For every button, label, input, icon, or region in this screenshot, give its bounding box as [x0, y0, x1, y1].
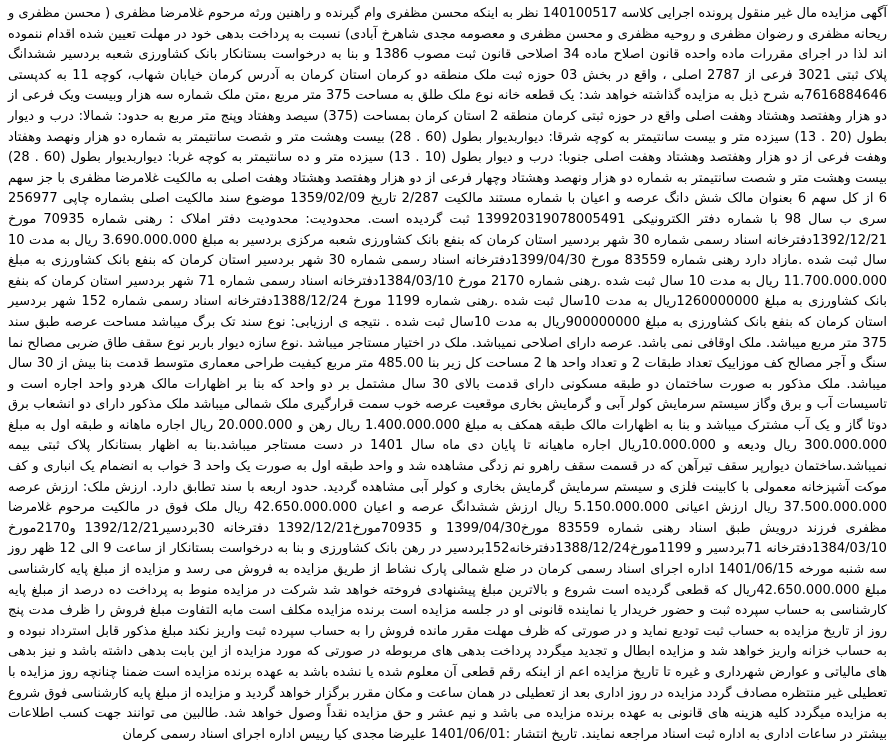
auction-notice-text: آگهی مزایده مال غیر منقول پرونده اجرایی کلاسه 140100517 نظر به اینکه محسن مظفری وام گیرنده و راهنین ورثه مرحوم غلامرضا مظفری ( محسن مظفری و ریحانه مظفری و رضوان مظفری و روحیه مظفری و محسن مظفری و معصومه مجدی شاهرخ آبادی) نسبت به پرداخت بدهی خود در مهلت تعیین شده اقدام ننموده اند لذا در اجرای مقررات ماده واحده قانون اصلاح ماده 34 اصلاحی قانون ثبت مصوب 1386 و بنا به درخواست بستانکار بانک کشاورزی شعبه بردسیر ششدانگ پلاک ثبتی 3021 فرعی از 2787 اصلی ، واقع در بخش 03 حوزه ثبت ملک منطقه دو کرمان استان کرمان به آدرس کرمان خیابان شهاب، کوچه 11 به کدپستی 7616884646به شرح ذیل به مزایده گذاشته خواهد شد: یک قطعه خانه نوع ملک طلق به مساحت 375 متر مربع ،متن ملک شماره سه هزار وبیست ویک فرعی از دو هزار وهفتصد وهشتاد وهفت اصلی واقع در حوزه ثبتی کرمان منطقه 2 استان کرمان بمساحت (375) سیصد وهفتاد وپنج متر مربع به حدود: شمالا: درب و دیوار بطول (20 . 13) سیزده متر و بیست سانتیمتر به کوچه شرقا: دیواربدیوار بطول (60 . 28) بیست وهشت متر و شصت سانتیمتر به شماره دو هزار ونهصد وهفتاد وهفت فرعی از دو هزار وهفتصد وهشتاد وهفت اصلی جنوبا: درب و دیوار بطول (10 . 13) سیزده متر و ده سانتیمتر به کوچه غربا: دیواربدیوار بطول (60 . 28) بیست وهشت متر و شصت سانتیمتر به شماره دو هزار ونهصد وهشتاد وچهار فرعی از دو هزار وهفتصد وهشتاد وهفت اصلی به مالکیت غلامرضا مظفری با جز سهم 6 از کل سهم 6 بعنوان مالک شش دانگ عرصه و اعیان با شماره مستند مالکیت 2/287 تاریخ 1359/02/09 موضوع سند مالکیت اصلی بشماره چاپی 256977 سری ب سال 98 با شماره دفتر الکترونیکی 139920319078005491 ثبت گردیده است. محدودیت: محدودیت دفتر املاک : رهنی شماره 70935 مورخ 1392/12/21دفترخانه اسناد رسمی شماره 30 شهر بردسیر استان کرمان که بنفع بانک کشاورزی شعبه مرکزی بردسیر به مبلغ 3.690.000.000 ریال به مدت 10 سال ثبت شده .مازاد دارد رهنی شماره 83559 مورخ 1399/04/30دفترخانه اسناد رسمی شماره 30 شهر بردسیر استان کرمان که بنفع بانک کشاورزی به مبلغ 11.700.000.000 ریال به مدت 10 سال ثبت شده .رهنی شماره 2170 مورخ 1384/03/10دفترخانه اسناد رسمی شماره 71 شهر بردسیر استان کرمان که بنفع بانک کشاورزی به مبلغ 1260000000ریال به مدت 10سال ثبت شده .رهنی شماره 1199 مورخ 1388/12/24دفترخانه اسناد رسمی شماره 152 شهر بردسیر استان کرمان که بنفع بانک کشاورزی به مبلغ 900000000ریال به مدت 10سال ثبت شده . نتیجه ی ارزیابی: نوع سند تک برگ میباشد مساحت عرصه طبق سند 375 متر مربع میباشد. ملک اوقافی نمی باشد. عرصه دارای اصلاحی نمیباشد. ملک در اختیار مستاجر میباشد .نوع سازه دیوار باربر نوع سقف طاق ضربی مصالح نما سنگ و آجر مصالح کف موزاییک تعداد طبقات 2 و تعداد واحد ها 2 مساحت کل زیر بنا 485.00 متر مربع کیفیت طراحی معماری متوسط قدمت بنا بیش از 30 سال میباشد. ملک مذکور به صورت ساختمان دو طبقه مسکونی دارای قدمت بالای 30 سال مشتمل بر دو واحد که بنا بر اظهارات مالک هردو واحد اجاره است و تاسیسات آب و برق وگاز سیستم سرمایش کولر آبی و گرمایش بخاری موقعیت عرصه خوب سمت قرارگیری ملک شمالی میباشد ملک مذکور دارای دو انشعاب برق دوتا گاز و یک آب مشترک میباشد و بنا به اظهارات مالک طبقه همکف به مبلغ 1.400.000.000 ریال رهن و 20.000.000 ریال اجاره ماهانه و طبقه اول به مبلغ 300.000.000 ریال ودیعه و 10.000.000ریال اجاره ماهیانه تا پایان دی ماه سال 1401 در دست مستاجر میباشد.بنا به اظهار بستانکار پلاک ثبتی بیمه نمیباشد.ساختمان دیوارپر سقف تیرآهن که در قسمت سقف راهرو نم زدگی مشاهده شد و واحد طبقه اول به صورت یک واحد 3 خواب به انضمام یک انباری و کف موکت آشپزخانه معمولی با کابینت فلزی و سیستم سرمایش گرمایش بخاری و کولر آبی مشاهده گردید. حدود اربعه با سند تطابق دارد. ارزش ملک: ارزش عرصه 37.500.000.000 ریال ارزش اعیانی 5.150.000.000 ریال ارزش ششدانگ عرصه و اعیان 42.650.000.000 ریال ملک فوق در مالکیت مرحوم غلامرضا مظفری فرزند درویش طبق اسناد رهنی شماره 83559 مورخ1399/04/30 و 70935مورخ1392/12/21 دفترخانه 30بردسیر1392/12/21 و2170مورخ 1384/03/10دفترخانه 71بردسیر و 1199مورخ1388/12/24دفترخانه152بردسیر در رهن بانک کشاورزی و بنا به درخواست بستانکار از ساعت 9 الی 12 ظهر روز سه شنبه مورخه 1401/06/15 اداره اجرای اسناد رسمی کرمان در ضلع شمالی پارک نشاط از طریق مزایده به فروش می رسد و مزایده از مبلغ پایه کارشناسی مبلغ 42.650.000.000ریال که قطعی گردیده است شروع و بالاترین مبلغ پیشنهادی فروخته خواهد شد شرکت در مزایده منوط به پرداخت ده درصد از مبلغ پایه کارشناسی به حساب سپرده ثبت و حضور خریدار یا نماینده قانونی او در جلسه مزایده است برنده مزایده مکلف است مابه التفاوت مبلغ فروش را ظرف مدت پنج روز از تاریخ مزایده به حساب ثبت تودیع نماید و در صورتی که ظرف مهلت مقرر مانده فروش را به حساب سپرده ثبت واریز نکند مبلغ مذکور قابل استرداد نبوده و به حساب خزانه واریز خواهد شد و مزایده ابطال و تجدید میگردد پرداخت بدهی های مربوطه در صورتی که مورد مزایده از این بابت بدهی داشته باشد و نیز بدهی های مالیاتی و عوارض شهرداری و غیره تا تاریخ مزایده اعم از اینکه رقم قطعی آن معلوم شده یا نشده باشد به عهده برنده مزایده است ضمنا چنانچه روز مزایده با تعطیلی غیر منتظره مصادف گردد مزایده در روز اداری بعد از تعطیلی در همان ساعت و مکان مقرر برگزار خواهد گردید و مزایده از مبلغ پایه کارشناسی فوق شروع به مزایده میگردد کلیه هزینه های قانونی به عهده برنده مزایده می باشد و نیم عشر و حق مزایده نقداً وصول خواهد شد. طالبین می توانند جهت کسب اطلاعات بیشتر در ساعات اداری به اداره ثبت اسناد مراجعه نمایند. تاریخ انتشار :1401/06/01 علیرضا مجدی کیا رییس اداره اجرای اسناد رسمی کرمان [8, 6, 888, 742]
